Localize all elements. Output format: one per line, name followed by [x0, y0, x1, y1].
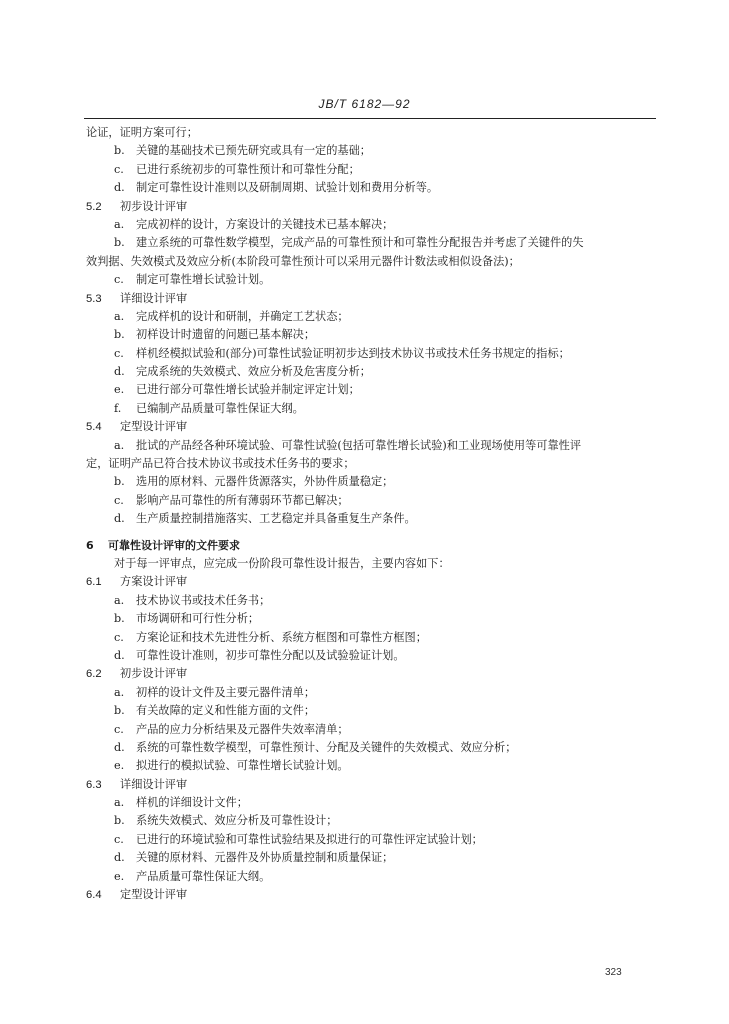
list-item [86, 345, 660, 363]
list-item-label: c. [114, 162, 124, 176]
line-text: 关键的原材料、元器件及外协质量控制和质量保证； [136, 851, 394, 865]
list-item-label: d. [114, 512, 125, 526]
list-item-label: d. [114, 740, 125, 754]
line-text: 论证，证明方案可行； [86, 126, 198, 139]
heading-number: 5.3 [86, 292, 102, 305]
line-text: 初步设计评审 [120, 199, 188, 213]
section-heading [86, 537, 660, 555]
list-item-label: a. [114, 217, 125, 231]
list-item-label: b. [114, 814, 125, 828]
list-item-label: b. [114, 475, 125, 489]
body-text [86, 124, 660, 904]
line-text: 关键的基础技术已预先研究或具有一定的基础； [136, 144, 371, 158]
line-text: 拟进行的模拟试验、可靠性增长试验计划。 [136, 759, 349, 773]
line-text: 技术协议书或技术任务书； [136, 593, 271, 607]
list-item-label: c. [114, 832, 124, 846]
list-item [86, 702, 660, 720]
list-item-label: b. [114, 704, 125, 718]
line-text: 市场调研和可行性分析； [136, 612, 260, 626]
line-text: 完成系统的失效模式、效应分析及危害度分析； [136, 365, 371, 379]
list-item [86, 234, 660, 252]
list-item-label: d. [114, 181, 125, 195]
list-item [86, 437, 660, 455]
list-item-label: c. [114, 722, 124, 736]
list-item [86, 739, 660, 757]
list-item-label: c. [114, 346, 124, 360]
list-item [86, 868, 660, 886]
line-text: 定型设计评审 [120, 888, 188, 902]
heading-number: 5.4 [86, 421, 102, 434]
subsection-heading [86, 573, 660, 591]
heading-number: 6.4 [86, 889, 102, 902]
list-item-label: a. [114, 796, 125, 810]
continuation-line [86, 253, 660, 271]
subsection-heading [86, 886, 660, 904]
line-text: 样机经模拟试验和(部分)可靠性试验证明初步达到技术协议书或技术任务书规定的指标； [136, 346, 570, 360]
continuation-line [86, 124, 660, 142]
list-item-label: d. [114, 851, 125, 865]
list-item-label: b. [114, 328, 125, 342]
list-item [86, 492, 660, 510]
line-text: 完成样机的设计和研制，并确定工艺状态； [136, 309, 349, 323]
subsection-heading [86, 290, 660, 308]
list-item [86, 684, 660, 702]
line-text: 生产质量控制措施落实、工艺稳定并具备重复生产条件。 [136, 512, 416, 526]
list-item [86, 179, 660, 197]
list-item [86, 161, 660, 179]
list-item [86, 592, 660, 610]
list-item-label: c. [114, 273, 124, 287]
line-text: 定，证明产品已符合技术协议书或技术任务书的要求； [86, 457, 355, 471]
line-text: 定型设计评审 [120, 420, 188, 434]
list-item [86, 510, 660, 528]
line-text: 系统的可靠性数学模型，可靠性预计、分配及关键件的失效模式、效应分析； [136, 740, 517, 754]
line-text: 方案设计评审 [120, 575, 188, 589]
line-text: 初样的设计文件及主要元器件清单； [136, 685, 316, 699]
list-item-label: e. [114, 759, 125, 773]
list-item [86, 142, 660, 160]
list-item [86, 473, 660, 491]
line-text: 影响产品可靠性的所有薄弱环节都已解决； [136, 493, 349, 507]
line-text: 效判据、失效模式及效应分析(本阶段可靠性预计可以采用元器件计数法或相似设备法)； [86, 254, 520, 268]
list-item-label: b. [114, 612, 125, 626]
list-item [86, 794, 660, 812]
list-item-label: a. [114, 593, 125, 607]
subsection-heading [86, 198, 660, 216]
line-text: 已进行的环境试验和可靠性试验结果及拟进行的可靠性评定试验计划； [136, 832, 483, 846]
list-item-label: e. [114, 383, 125, 397]
list-item [86, 849, 660, 867]
line-text: 方案论证和技术先进性分析、系统方框图和可靠性方框图； [136, 630, 427, 644]
list-item [86, 610, 660, 628]
line-text: 批试的产品经各种环境试验、可靠性试验(包括可靠性增长试验)和工业现场使用等可靠性评 [136, 438, 582, 452]
line-text: 可靠性设计评审的文件要求 [108, 538, 240, 552]
line-text: 详细设计评审 [120, 777, 188, 791]
list-item-label: c. [114, 493, 124, 507]
line-text: 已进行系统初步的可靠性预计和可靠性分配； [136, 162, 360, 176]
heading-number: 6 [86, 538, 94, 552]
heading-number: 6.1 [86, 576, 102, 589]
line-text: 样机的详细设计文件； [136, 796, 248, 810]
heading-number: 6.2 [86, 668, 102, 681]
list-item [86, 326, 660, 344]
line-text: 产品质量可靠性保证大纲。 [136, 869, 271, 883]
line-text: 可靠性设计准则，初步可靠性分配以及试验验证计划。 [136, 648, 405, 662]
list-item [86, 647, 660, 665]
list-item-label: f. [114, 401, 122, 415]
line-text: 制定可靠性设计准则以及研制周期、试验计划和费用分析等。 [136, 181, 439, 195]
continuation-line [86, 455, 660, 473]
header-rule [84, 118, 656, 119]
line-text: 系统失效模式、效应分析及可靠性设计； [136, 814, 338, 828]
list-item [86, 757, 660, 775]
list-item [86, 381, 660, 399]
subsection-heading [86, 665, 660, 683]
list-item [86, 216, 660, 234]
line-text: 详细设计评审 [120, 291, 188, 305]
list-item-label: b. [114, 236, 125, 250]
standard-code-header: JB/T 6182—92 [318, 97, 411, 111]
subsection-heading [86, 418, 660, 436]
list-item-label: b. [114, 144, 125, 158]
line-text: 建立系统的可靠性数学模型，完成产品的可靠性预计和可靠性分配报告并考虑了关键件的失 [136, 236, 584, 250]
list-item [86, 831, 660, 849]
list-item-label: d. [114, 365, 125, 379]
list-item-label: e. [114, 869, 125, 883]
list-item-label: a. [114, 438, 125, 452]
line-text: 初样设计时遗留的问题已基本解决； [136, 328, 316, 342]
list-item-label: a. [114, 309, 125, 323]
line-text: 选用的原材料、元器件货源落实，外协件质量稳定； [136, 475, 394, 489]
line-text: 已编制产品质量可靠性保证大纲。 [136, 401, 304, 415]
list-item [86, 271, 660, 289]
list-item [86, 363, 660, 381]
list-item [86, 721, 660, 739]
list-item-label: c. [114, 630, 124, 644]
line-text: 对于每一评审点，应完成一份阶段可靠性设计报告，主要内容如下： [114, 556, 450, 570]
list-item-label: d. [114, 648, 125, 662]
line-text: 制定可靠性增长试验计划。 [136, 273, 271, 287]
list-item [86, 400, 660, 418]
line-text: 初步设计评审 [120, 667, 188, 681]
page-number: 323 [605, 967, 622, 978]
line-text: 已进行部分可靠性增长试验并制定评定计划； [136, 383, 360, 397]
line-text: 产品的应力分析结果及元器件失效率清单； [136, 722, 349, 736]
subsection-heading [86, 776, 660, 794]
heading-number: 5.2 [86, 200, 102, 213]
list-item [86, 629, 660, 647]
line-text: 有关故障的定义和性能方面的文件； [136, 704, 316, 718]
heading-number: 6.3 [86, 778, 102, 791]
list-item [86, 308, 660, 326]
line-text: 完成初样的设计，方案设计的关键技术已基本解决； [136, 217, 394, 231]
list-item-label: a. [114, 685, 125, 699]
paragraph-line [86, 555, 660, 573]
list-item [86, 812, 660, 830]
